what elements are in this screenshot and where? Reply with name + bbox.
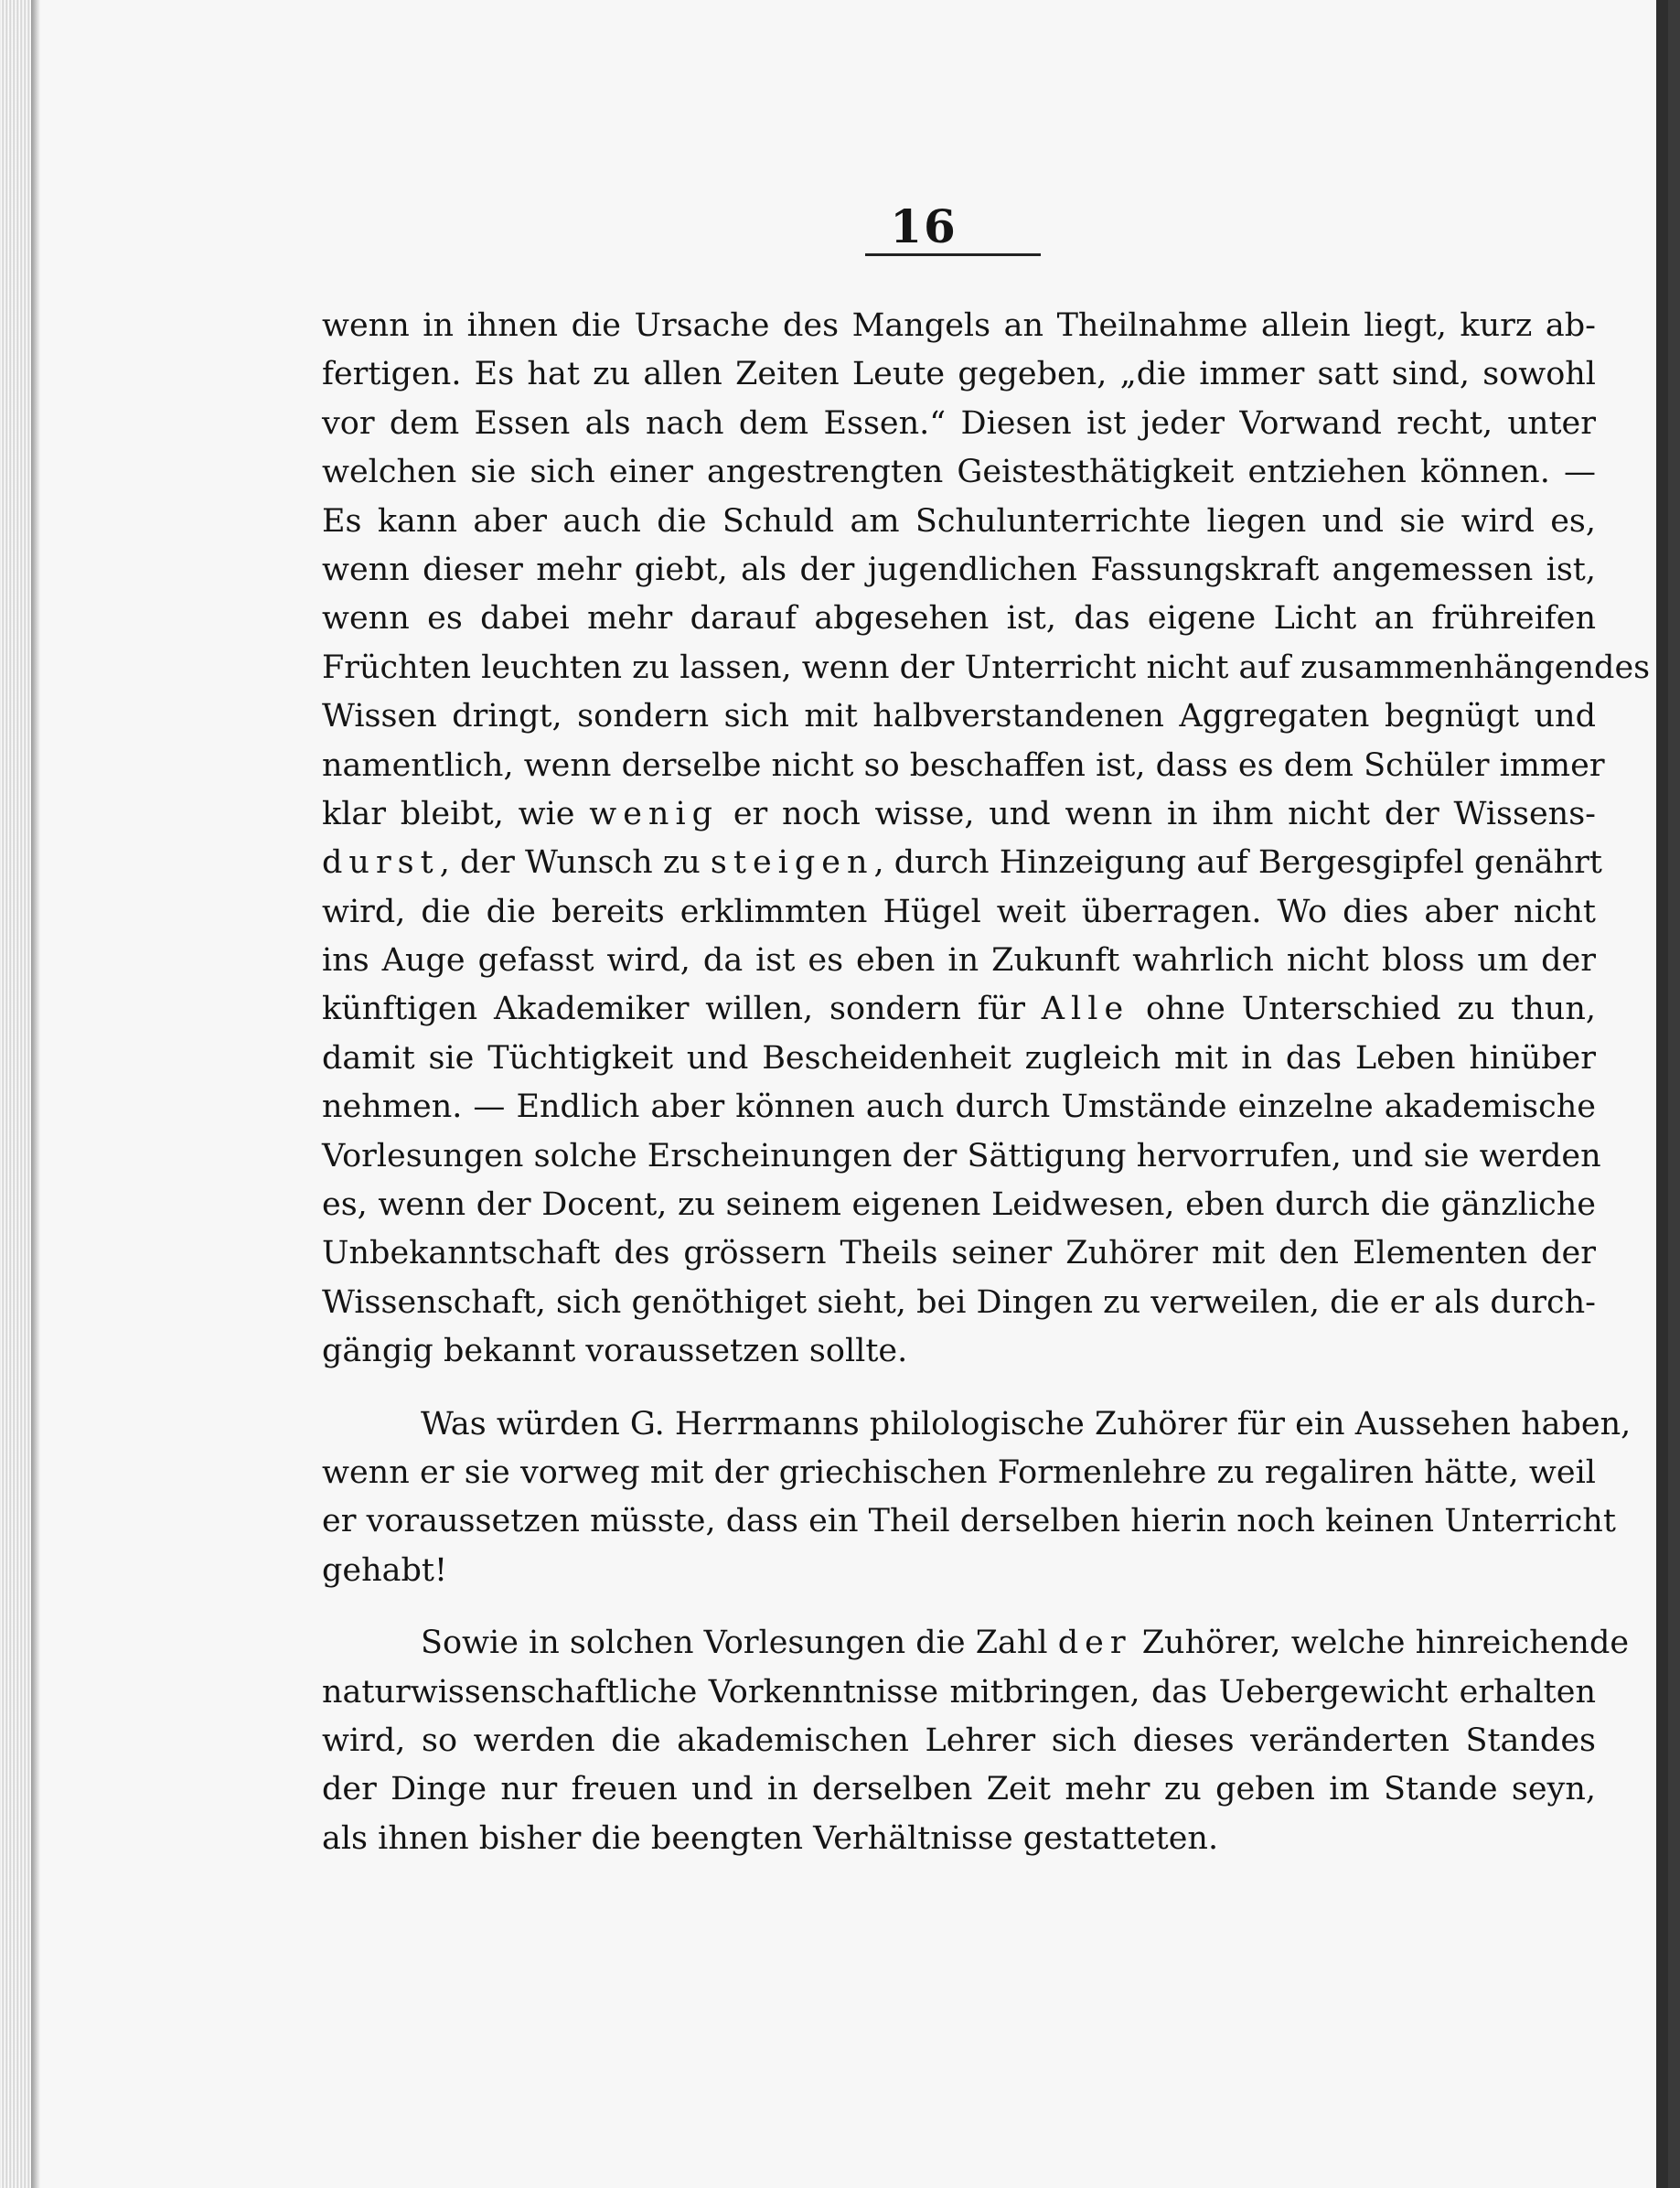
paragraph-1 xyxy=(322,302,1651,1377)
text-line: Es kann aber auch die Schuld am Schulunterrichte liegen und sie wird es, xyxy=(322,502,1596,540)
text-line: wenn er sie vorweg mit der griechischen Formenlehre zu regaliren hätte, weil xyxy=(322,1453,1596,1491)
text-line: wenn dieser mehr giebt, als der jugendlichen Fassungskraft angemessen ist, xyxy=(322,551,1596,588)
text-fragment: Sowie in solchen Vorlesungen die Zahl xyxy=(421,1625,1058,1662)
text-line: namentlich, wenn derselbe nicht so beschaffen ist, dass es dem Schüler immer xyxy=(322,746,1605,784)
text-line xyxy=(322,1619,1630,1668)
body-text xyxy=(322,302,1651,1863)
text-fragment: , der Wunsch zu xyxy=(439,844,711,882)
text-line: als ihnen bisher die beengten Verhältnisse gestatteten. xyxy=(322,1819,1219,1857)
paragraph-3 xyxy=(322,1619,1630,1863)
text-line: naturwissenschaftliche Vorkenntnisse mitbringen, das Uebergewicht erhalten xyxy=(322,1673,1596,1711)
text-line: Vorlesungen solche Erscheinungen der Sättigung hervorrufen, und sie werden xyxy=(322,1137,1601,1174)
text-line: Unbekanntschaft des grössern Theils seiner Zuhörer mit den Elementen der xyxy=(322,1235,1596,1272)
paragraph-gap xyxy=(322,1595,1596,1619)
emphasized-word: der xyxy=(1057,1625,1132,1662)
text-line: Wissenschaft, sich genöthiget sieht, bei Dingen zu verweilen, die er als durch- xyxy=(322,1283,1596,1321)
paragraph-2 xyxy=(322,1400,1632,1596)
text-line: damit sie Tüchtigkeit und Bescheidenheit zugleich mit in das Leben hinüber xyxy=(322,1039,1596,1077)
page-number: 16 xyxy=(890,199,958,253)
emphasized-word: wenig xyxy=(589,795,720,832)
text-line: Früchten leuchten zu lassen, wenn der Unterricht nicht auf zusammenhängendes xyxy=(322,649,1651,686)
scan-border xyxy=(1656,0,1668,2188)
text-line xyxy=(322,985,1596,1034)
text-fragment: künftigen Akademiker willen, sondern für xyxy=(322,991,1042,1028)
text-line: nehmen. — Endlich aber können auch durch Umstände einzelne akademische xyxy=(322,1089,1596,1126)
emphasized-word: Alle xyxy=(1041,991,1130,1028)
text-line: fertigen. Es hat zu allen Zeiten Leute gegeben, „die immer satt sind, sowohl xyxy=(322,356,1596,393)
book-page-edges xyxy=(0,0,31,2188)
text-line: wird, so werden die akademischen Lehrer sich dieses veränderten Standes xyxy=(322,1721,1596,1759)
text-line: der Dinge nur freuen und in derselben Zeit mehr zu geben im Stande seyn, xyxy=(322,1771,1596,1808)
emphasized-word: durst xyxy=(322,844,440,882)
text-line: Was würden G. Herrmanns philologische Zuhörer für ein Aussehen haben, xyxy=(421,1405,1632,1443)
text-line: wird, die die bereits erklimmten Hügel weit überragen. Wo dies aber nicht xyxy=(322,893,1596,930)
gutter-shadow xyxy=(31,0,40,2188)
text-fragment: Zuhörer, welche hinreichende xyxy=(1131,1625,1630,1662)
text-line: vor dem Essen als nach dem Essen.“ Diesen ist jeder Vorwand recht, unter xyxy=(322,404,1596,442)
text-line: Wissen dringt, sondern sich mit halbverstandenen Aggregaten begnügt und xyxy=(322,698,1596,735)
text-fragment: klar bleibt, wie xyxy=(322,795,590,832)
header-rule xyxy=(865,253,1041,256)
text-line xyxy=(322,839,1602,887)
emphasized-word: steigen xyxy=(710,844,874,882)
text-line: ins Auge gefasst wird, da ist es eben in Zukunft wahrlich nicht bloss um der xyxy=(322,942,1596,980)
text-line: gehabt! xyxy=(322,1551,448,1589)
text-line: welchen sie sich einer angestrengten Geistesthätigkeit entziehen können. — xyxy=(322,454,1596,491)
text-line: wenn es dabei mehr darauf abgesehen ist, das eigene Licht an frühreifen xyxy=(322,600,1596,638)
text-line: gängig bekannt voraussetzen sollte. xyxy=(322,1333,908,1370)
text-line: wenn in ihnen die Ursache des Mangels an Theilnahme allein liegt, kurz ab- xyxy=(322,307,1596,344)
text-line: es, wenn der Docent, zu seinem eigenen Leidwesen, eben durch die gänzliche xyxy=(322,1186,1596,1224)
text-fragment: , durch Hinzeigung auf Bergesgipfel genährt xyxy=(873,844,1602,882)
text-line xyxy=(322,790,1596,839)
text-line: er voraussetzen müsste, dass ein Theil derselben hierin noch keinen Unterricht xyxy=(322,1503,1616,1540)
text-fragment: ohne Unterschied zu thun, xyxy=(1129,991,1596,1028)
paragraph-gap xyxy=(322,1377,1596,1400)
text-fragment: er noch wisse, und wenn in ihm nicht der Wissens- xyxy=(719,795,1596,832)
